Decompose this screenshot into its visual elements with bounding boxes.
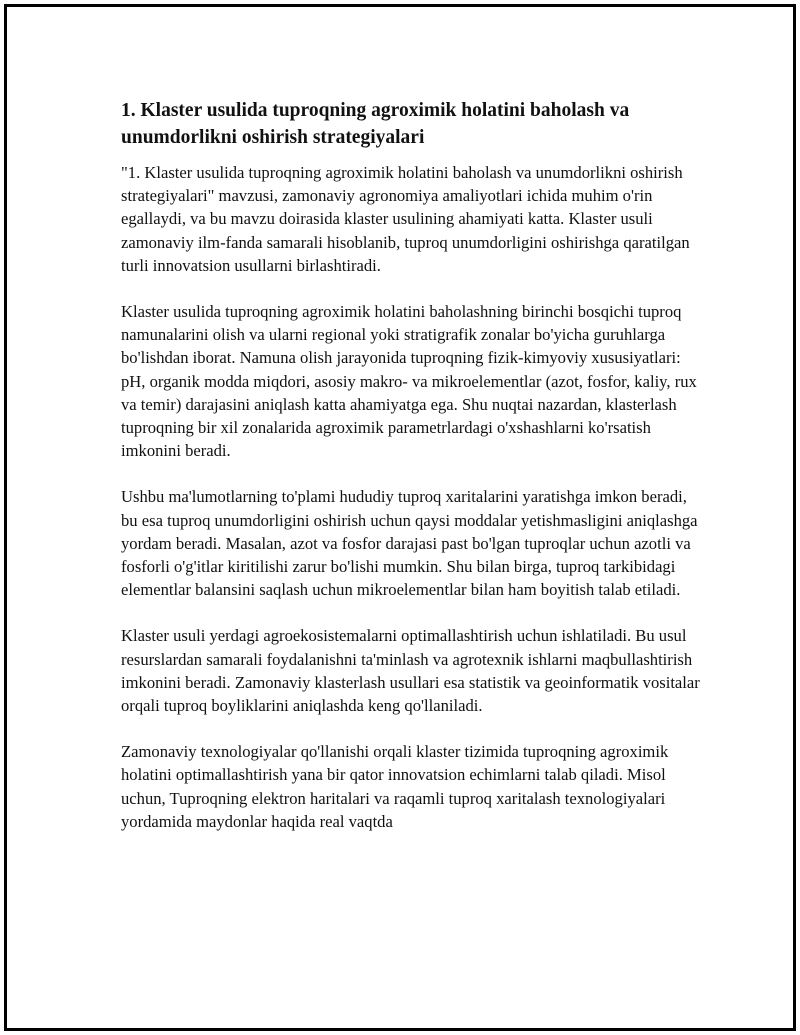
document-page [4, 4, 796, 1031]
paragraph-2: Klaster usulida tuproqning agroximik holatini baholashning birinchi bosqichi tuproq namunalarini olish va ularni regional yoki stratigrafik zonalar bo'yicha guruhlarga bo'lishdan iborat. Namuna olish jarayonida tuproqning fizik-kimyoviy xususiyatlari: pH, organik modda miqdori, asosiy makro- va mikroelementlar (azot, fosfor, kaliy, rux va temir) darajasini aniqlash katta ahamiyatga ega. Shu nuqtai nazardan, klasterlash tuproqning bir xil zonalarida agroximik parametrlardagi o'xshashlarni ko'rsatish imkonini beradi. [121, 302, 697, 461]
paragraph-1: "1. Klaster usulida tuproqning agroximik holatini baholash va unumdorlikni oshirish strategiyalari" mavzusi, zamonaviy agronomiya amaliyotlari ichida muhim o'rin egallaydi, va bu mavzu doirasida klaster usulining ahamiyati katta. Klaster usuli zamonaviy ilm-fanda samarali hisoblanib, tuproq unumdorligini oshirishga qaratilgan turli innovatsion usullarni birlashtiradi. [121, 163, 690, 275]
paragraph-3: Ushbu ma'lumotlarning to'plami hududiy tuproq xaritalarini yaratishga imkon beradi, bu esa tuproq unumdorligini oshirish uchun qaysi moddalar yetishmasligini aniqlashga yordam beradi. Masalan, azot va fosfor darajasi past bo'lgan tuproqlar uchun azotli va fosforli o'g'itlar kiritilishi zarur bo'lishi mumkin. Shu bilan birga, tuproq tarkibidagi elementlar balansini saqlash uchun mikroelementlar bilan ham boyitish talab etiladi. [121, 487, 698, 600]
document-body [121, 97, 701, 856]
paragraph-5: Zamonaviy texnologiyalar qo'llanishi orqali klaster tizimida tuproqning agroximik holatini optimallashtirish yana bir qator innovatsion echimlarni talab qiladi. Misol uchun, Tuproqning elektron haritalari va raqamli tuproq xaritalash texnologiyalari yordamida maydonlar haqida real vaqtda [121, 742, 669, 831]
paragraph-4: Klaster usuli yerdagi agroekosistemalarni optimallashtirish uchun ishlatiladi. Bu usul resurslardan samarali foydalanishni ta'minlash va agrotexnik ishlarni maqbullashtirish imkonini beradi. Zamonaviy klasterlash usullari esa statistik va geoinformatik vositalar orqali tuproq boyliklarini aniqlashda keng qo'llaniladi. [121, 626, 700, 716]
document-title: 1. Klaster usulida tuproqning agroximik holatini baholash va unumdorlikni oshirish strategiyalari [121, 100, 630, 148]
